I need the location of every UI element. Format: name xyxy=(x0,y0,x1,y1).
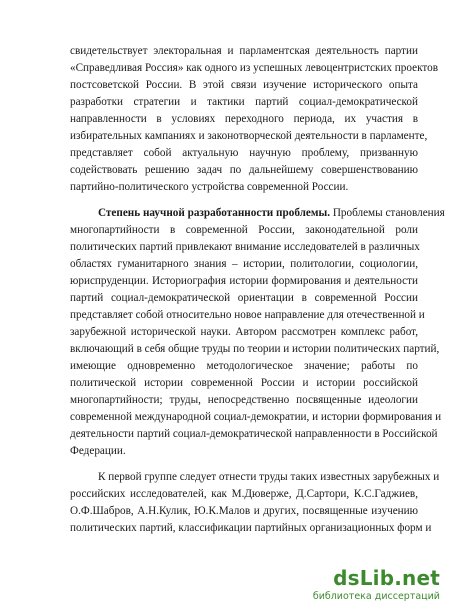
text-line: многопартийности в современной России, законодательной роли xyxy=(70,224,418,236)
paragraph-heading-line xyxy=(98,206,445,220)
text-line: деятельности партий социал-демократической направленности в Российской xyxy=(70,428,438,440)
text-line: партий социал-демократической ориентации в современной России xyxy=(70,292,418,304)
text-line: представляет собой актуальную научную проблему, призванную xyxy=(70,147,418,159)
text-line: политической истории современной России и истории российской xyxy=(70,377,418,389)
text-line: юриспруденции. Историография истории формирования и деятельности xyxy=(70,275,418,287)
text-line: политических партий, классификации партийных организационных форм и xyxy=(70,522,432,534)
text-line: многопартийности; труды, непосредственно посвященные идеологии xyxy=(70,394,418,406)
text-line: российских исследователей, как М.Дюверже, Д.Сартори, К.С.Гаджиев, xyxy=(70,488,418,500)
text-line: свидетельствует электоральная и парламентская деятельность партии xyxy=(70,45,418,57)
text-line: содействовать решению задач по дальнейшему совершенствованию xyxy=(70,164,418,176)
text-line: зарубежной исторической науки. Автором рассмотрен комплекс работ, xyxy=(70,326,418,338)
text-line: политических партий привлекают внимание исследователей в различных xyxy=(70,241,420,253)
text-fragment: Проблемы становления xyxy=(332,207,445,219)
text-line: О.Ф.Шабров, А.Н.Кулик, Ю.К.Малов и других, посвященные изучению xyxy=(70,505,418,517)
text-line: представляет собой относительно новое направление для отечественной и xyxy=(70,309,425,321)
text-line: партийно-политического устройства современной России. xyxy=(70,181,349,193)
text-line: К первой группе следует отнести труды таких известных зарубежных и xyxy=(98,471,440,483)
text-line: разработки стратегии и тактики партий социал-демократической xyxy=(70,96,418,108)
text-line: «Справедливая Россия» как одного из успешных левоцентристских проектов xyxy=(70,62,438,74)
section-heading: Степень научной разработанности проблемы. xyxy=(98,207,331,219)
text-line: включающий в себя общие труды по теории и истории политических партий, xyxy=(70,343,440,355)
text-line: областях гуманитарного знания – истории, политологии, социологии, xyxy=(70,258,418,270)
text-line: постсоветской России. В этой связи изучение исторического опыта xyxy=(70,79,418,91)
watermark-logo: dsLib.net xyxy=(333,566,440,590)
text-line: имеющие одновременно методологическое значение; работы по xyxy=(70,360,418,372)
text-line: избирательных кампаниях и законотворческой деятельности в парламенте, xyxy=(70,130,428,142)
text-line: Федерации. xyxy=(70,445,126,457)
watermark xyxy=(310,566,440,606)
text-line: современной международной социал-демократии, и истории формирования и xyxy=(70,411,442,423)
text-line: направленности в условиях переходного периода, их участия в xyxy=(70,113,418,125)
watermark-subtitle: библиотека диссертаций xyxy=(312,591,440,602)
